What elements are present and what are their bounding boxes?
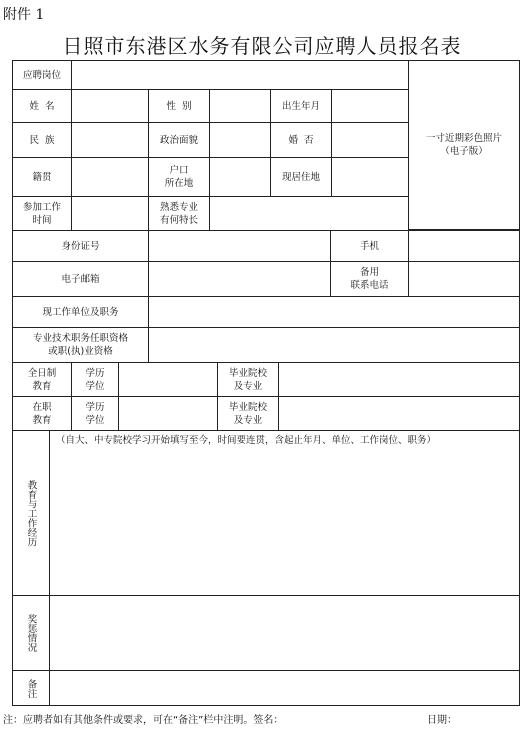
footer-date: 日期： xyxy=(427,715,457,726)
label-fulltime-degree: 学历 学位 xyxy=(71,362,119,397)
label-current-work: 现工作单位及职务 xyxy=(12,296,149,328)
input-position[interactable] xyxy=(71,60,409,90)
form-title: 日照市东港区水务有限公司应聘人员报名表 xyxy=(62,34,462,58)
label-work-start: 参加工作 时间 xyxy=(12,196,72,231)
awards-label-text: 奖惩情况 xyxy=(25,614,37,652)
remarks-label-text: 备注 xyxy=(25,678,37,698)
label-phone: 手机 xyxy=(330,230,409,262)
input-awards[interactable] xyxy=(49,595,520,671)
input-gender[interactable] xyxy=(209,89,271,123)
input-marriage[interactable] xyxy=(331,122,409,158)
footer-note xyxy=(3,711,457,726)
label-experience xyxy=(12,430,50,596)
input-fulltime-degree[interactable] xyxy=(118,362,218,397)
label-position: 应聘岗位 xyxy=(12,60,72,90)
label-politics: 政治面貌 xyxy=(148,122,210,158)
input-native-place[interactable] xyxy=(71,157,149,197)
label-qualification: 专业技术职务任职资格 或职(执)业资格 xyxy=(12,327,149,363)
input-work-start[interactable] xyxy=(71,196,149,231)
input-current-work[interactable] xyxy=(148,296,520,328)
input-remarks[interactable] xyxy=(49,670,520,706)
input-phone[interactable] xyxy=(408,230,520,262)
label-inservice-degree: 学历 学位 xyxy=(71,396,119,431)
label-birth: 出生年月 xyxy=(270,89,332,123)
label-fulltime-school: 毕业院校 及专业 xyxy=(217,362,279,397)
label-hukou: 户口 所在地 xyxy=(148,157,210,197)
input-qualification[interactable] xyxy=(148,327,520,363)
input-id-number[interactable] xyxy=(148,230,331,262)
experience-label-text: 教育与工作经历 xyxy=(25,479,37,547)
input-specialty[interactable] xyxy=(209,196,409,231)
label-specialty: 熟悉专业 有何特长 xyxy=(148,196,210,231)
label-gender: 性 别 xyxy=(148,89,210,123)
input-birth[interactable] xyxy=(331,89,409,123)
input-email[interactable] xyxy=(148,261,331,297)
input-experience[interactable] xyxy=(49,430,520,596)
input-backup-phone[interactable] xyxy=(408,261,520,297)
experience-hint: （自大、中专院校学习开始填写至今，时间要连贯，含起止年月、单位、工作岗位、职务） xyxy=(56,435,437,446)
photo-box[interactable]: 一寸近期彩色照片 （电子版） xyxy=(408,60,520,230)
label-awards xyxy=(12,595,50,671)
label-fulltime-edu: 全日制 教育 xyxy=(12,362,72,397)
label-marriage: 婚 否 xyxy=(270,122,332,158)
input-fulltime-school[interactable] xyxy=(278,362,520,397)
label-name: 姓 名 xyxy=(12,89,72,123)
label-inservice-edu: 在职 教育 xyxy=(12,396,72,431)
label-backup-phone: 备用 联系电话 xyxy=(330,261,409,297)
input-name[interactable] xyxy=(71,89,149,123)
registration-form xyxy=(12,60,520,706)
input-inservice-degree[interactable] xyxy=(118,396,218,431)
label-ethnicity: 民 族 xyxy=(12,122,72,158)
label-email: 电子邮箱 xyxy=(12,261,149,297)
input-politics[interactable] xyxy=(209,122,271,158)
input-inservice-school[interactable] xyxy=(278,396,520,431)
label-inservice-school: 毕业院校 及专业 xyxy=(217,396,279,431)
label-remarks xyxy=(12,670,50,706)
input-residence[interactable] xyxy=(331,157,409,197)
input-ethnicity[interactable] xyxy=(71,122,149,158)
label-native-place: 籍贯 xyxy=(12,157,72,197)
label-id-number: 身份证号 xyxy=(12,230,149,262)
input-hukou[interactable] xyxy=(209,157,271,197)
label-residence: 现居住地 xyxy=(270,157,332,197)
attachment-label: 附件 1 xyxy=(3,7,45,23)
footer-note-text: 注：应聘者如有其他条件或要求，可在“备注”栏中注明。签名： xyxy=(3,715,284,726)
